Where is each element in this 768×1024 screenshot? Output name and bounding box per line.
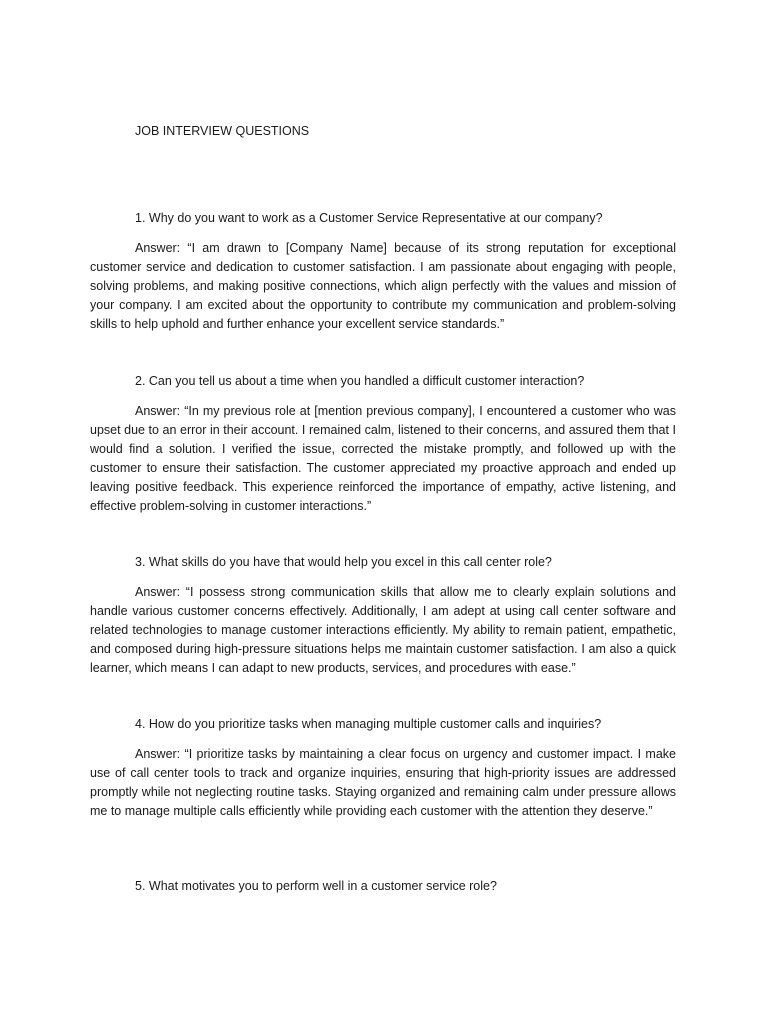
question-2: 2. Can you tell us about a time when you handled a difficult customer interaction? [135,374,585,388]
question-1: 1. Why do you want to work as a Customer Service Representative at our company? [135,211,603,225]
answer-2: Answer: “In my previous role at [mention previous company], I encountered a customer who was upset due to an error in their account. I remained calm, listened to their concerns, and assured them that I would find a solution. I verified the issue, corrected the mistake promptly, and followed up with the customer to ensure their satisfaction. The customer appreciated my proactive approach and ended up leaving positive feedback. This experience reinforced the importance of empathy, active listening, and effective problem-solving in customer interactions.” [90,404,676,514]
document-title: JOB INTERVIEW QUESTIONS [135,124,310,138]
question-4: 4. How do you prioritize tasks when managing multiple customer calls and inquiries? [135,717,602,731]
question-3: 3. What skills do you have that would help you excel in this call center role? [135,555,552,569]
answer-4: Answer: “I prioritize tasks by maintaining a clear focus on urgency and customer impact. I make use of call center tools to track and organize inquiries, ensuring that high-priority issues are addressed promptly while not neglecting routine tasks. Staying organized and remaining calm under pressure allows me to manage multiple calls efficiently while providing each customer with the attention they deserve.” [90,747,676,819]
answer-1: Answer: “I am drawn to [Company Name] because of its strong reputation for exceptional customer service and dedication to customer satisfaction. I am passionate about engaging with people, solving problems, and making positive connections, which align perfectly with the values and mission of your company. I am excited about the opportunity to contribute my communication and problem-solving skills to help uphold and further enhance your excellent service standards.” [90,241,676,332]
answer-3: Answer: “I possess strong communication skills that allow me to clearly explain solutions and handle various customer concerns effectively. Additionally, I am adept at using call center software and related technologies to manage customer interactions efficiently. My ability to remain patient, empathetic, and composed during high-pressure situations helps me maintain customer satisfaction. I am also a quick learner, which means I can adapt to new products, services, and procedures with ease.” [90,585,676,676]
question-5: 5. What motivates you to perform well in a customer service role? [135,879,497,893]
